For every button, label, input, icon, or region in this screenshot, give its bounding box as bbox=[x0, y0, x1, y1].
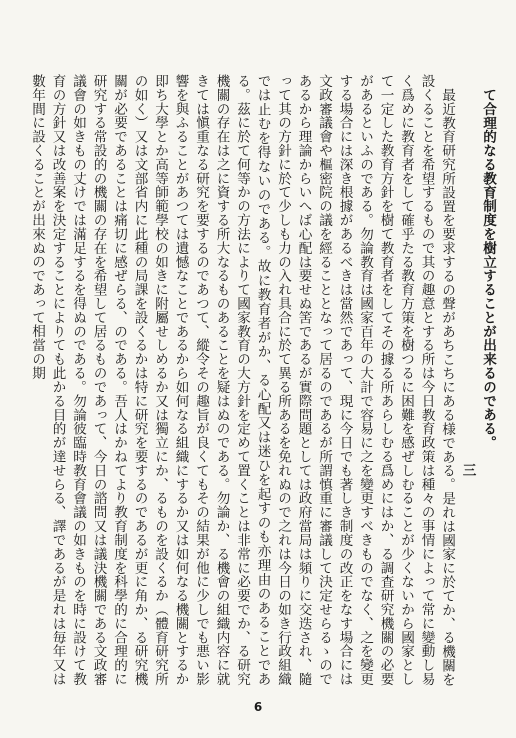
page-number: 6 bbox=[253, 700, 263, 714]
vertical-text-body bbox=[16, 74, 498, 686]
continued-line: て合理的なる教育制度を樹立することが出来るのである。 bbox=[480, 87, 496, 449]
section-number: 三 bbox=[459, 463, 476, 477]
body-paragraph: 最近教育研究所設置を要求するの聲があちこちにある様である。是れは國家に於てか、る機關を設くることを希望するもので其の趣意とする所は今日教育政策は種々の事情によって常に變動し易く爲めに教育者をして確乎たる教育方策を樹つるに困難を感ぜしむることが少くないから國家として一定した教育方針を樹て教育者をしてその據る所あらしむる爲めにはか、る調査研究機關の必要があるといふのである。勿論教育は國家百年の大計で容易に之を變更すべきものでなく、之を變更する場合には深き根據があるべきは當然であって、現に今日でも著しき制度の改正をなす場合には文政審議會や樞密院の議を經ることとなって居るのであるが所謂慎重に審議して決定せらるゝのであるから理論からいへば心配は要せぬ筈であるが實際問題としては政府當局は頻りに交迭され、隨って其の方針に於て少しも力の入れ具合に於て異る所あるを免れぬので之れは今日の如き行政組織では止むを得ないのである。故に教育者がか、る心配又は迷ひを起すのも亦理由のあることである。茲に於て何等かの方法によりて國家教育の大方針を定めて置くことは非常に必要でか、る研究機關の存在は之に資する所大なるものあることを疑はぬのである。勿論か、る機會の組織内容に就きては愼重なる研究を要するのであつて、縱令その趣旨が良くてもその結果が他に少しでも悪い影響を與ふることがあつては遺憾なことであるから如何なる組織にするか又は如何なる機關とするか即ち大學とか高等師範學校の如きに附屬せしめるか又は獨立にか、るものを設くるか（體育研究所の如く）又は文部省内に此種の局課を設くるかは特に研究を要するのであるが更に角か、る研究機關が必要であることは痛切に感ぜらる、のである。吾人はかねてより教育制度を科學的に合理的に研究する常設的の機關の存在を希望して居るものであって、今日の諮問又は議決機關である文政審議會の如きもの丈けでは滿足するを得ぬのである。勿論彼臨時教育會議の如きものを時に設けて教育の方針又は改善案を決定することによりても此かる目的が達せらる、譯であるが是れは毎年又は數年間に設くることが出來ぬのであって相當の期 bbox=[29, 74, 455, 686]
